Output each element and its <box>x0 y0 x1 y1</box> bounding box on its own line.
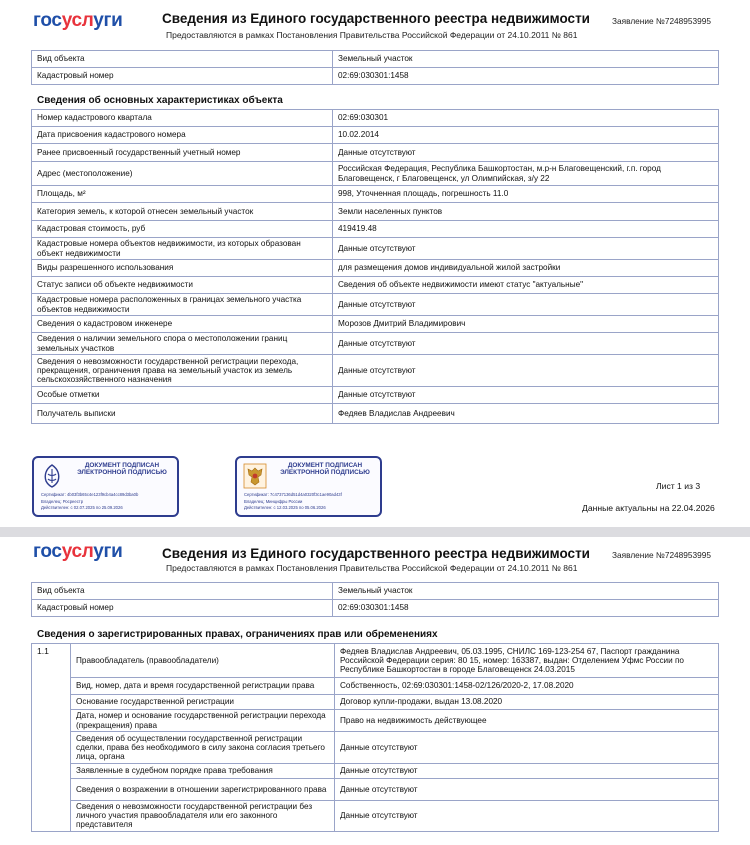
row-label: Кадастровый номер <box>32 600 333 617</box>
table-row <box>32 695 719 710</box>
row-label: Виды разрешенного использования <box>32 260 333 277</box>
row-label: Вид, номер, дата и время государственной регистрации права <box>71 678 335 695</box>
table-row <box>32 732 719 764</box>
row-value: Данные отсутствуют <box>335 801 719 832</box>
stamp-certificate: Сертификат: 4b03f3b65c4e123f9cb4a4cc89d3ba0b <box>41 492 139 497</box>
document-title: Сведения из Единого государственного реестра недвижимости <box>162 546 590 561</box>
table-row <box>32 294 719 316</box>
row-label: Правообладатель (правообладатели) <box>71 644 335 678</box>
stamp-owner: Владелец: Росреестр <box>41 498 84 504</box>
rights-table <box>31 643 719 832</box>
gosuslugi-logo: госуслуги <box>33 541 123 562</box>
table-row <box>32 127 719 144</box>
row-label: Сведения о невозможности государственной регистрации без личного участия правообладателя или его законного представителя <box>71 801 335 832</box>
object-summary-table <box>31 582 719 617</box>
table-row <box>32 710 719 732</box>
row-value: 10.02.2014 <box>333 127 719 144</box>
row-value: Федяев Владислав Андреевич, 05.03.1995, СНИЛС 169-123-254 67, Паспорт гражданина Российской Федерации серия: 80 15, номер: 163387, выдан: Отделением Уфмс России по Республике Башкортостан в городе Благовещенск 24.03.2015 <box>335 644 719 678</box>
table-row <box>32 404 719 424</box>
row-value: Договор купли-продажи, выдан 13.08.2020 <box>335 695 719 710</box>
row-value: Земельный участок <box>333 51 719 68</box>
row-value: Федяев Владислав Андреевич <box>333 404 719 424</box>
table-row <box>32 51 719 68</box>
gosuslugi-logo: госуслуги <box>33 10 123 31</box>
row-label: Заявленные в судебном порядке права требования <box>71 764 335 779</box>
stamp-validity: Действителен: с 12.03.2025 по 05.06.2026 <box>244 505 326 511</box>
row-label: Кадастровые номера расположенных в границах земельного участка объектов недвижимости <box>32 294 333 316</box>
table-row <box>32 316 719 333</box>
table-row <box>32 387 719 404</box>
electronic-signature-stamp <box>32 456 179 517</box>
stamp-validity: Действителен: с 02.07.2025 по 25.09.2026 <box>41 505 123 511</box>
row-value: 998, Уточненная площадь, погрешность 11.0 <box>333 186 719 203</box>
extract-page-2 <box>0 537 750 845</box>
row-value: Данные отсутствуют <box>335 779 719 801</box>
table-row <box>32 238 719 260</box>
row-label: Дата, номер и основание государственной регистрации перехода (прекращения) права <box>71 710 335 732</box>
row-label: Категория земель, к которой отнесен земельный участок <box>32 203 333 221</box>
table-row <box>32 333 719 355</box>
characteristics-table <box>31 109 719 424</box>
document-subtitle: Предоставляются в рамках Постановления Правительства Российской Федерации от 24.10.2011 № 861 <box>166 30 578 40</box>
row-value: Земли населенных пунктов <box>333 203 719 221</box>
row-value: Данные отсутствуют <box>333 333 719 355</box>
table-row <box>32 221 719 238</box>
table-row <box>32 801 719 832</box>
table-row <box>32 260 719 277</box>
row-label: Вид объекта <box>32 51 333 68</box>
row-label: Кадастровый номер <box>32 68 333 85</box>
table-row <box>32 144 719 162</box>
row-label: Сведения о наличии земельного спора о местоположении границ земельных участков <box>32 333 333 355</box>
table-row <box>32 779 719 801</box>
row-value: 02:69:030301:1458 <box>333 600 719 617</box>
row-label: Сведения об осуществлении государственной регистрации сделки, права без необходимого в силу закона согласия третьего лица, органа <box>71 732 335 764</box>
row-value: 02:69:030301:1458 <box>333 68 719 85</box>
document-subtitle: Предоставляются в рамках Постановления Правительства Российской Федерации от 24.10.2011 № 861 <box>166 563 578 573</box>
table-row <box>32 277 719 294</box>
row-label: Статус записи об объекте недвижимости <box>32 277 333 294</box>
page-gap <box>0 527 750 537</box>
request-number: Заявление №7248953995 <box>612 550 711 560</box>
row-value: Право на недвижимость действующее <box>335 710 719 732</box>
row-value: 419419.48 <box>333 221 719 238</box>
item-number: 1.1 <box>32 644 71 832</box>
request-number: Заявление №7248953995 <box>612 16 711 26</box>
table-row <box>32 764 719 779</box>
row-label: Особые отметки <box>32 387 333 404</box>
row-value: Данные отсутствуют <box>333 144 719 162</box>
stamp-title: ДОКУМЕНТ ПОДПИСАН ЭЛЕКТРОННОЙ ПОДПИСЬЮ <box>77 462 167 477</box>
row-label: Сведения о возражении в отношении зарегистрированного права <box>71 779 335 801</box>
table-row <box>32 203 719 221</box>
table-row <box>32 600 719 617</box>
table-row <box>32 162 719 186</box>
row-label: Кадастровая стоимость, руб <box>32 221 333 238</box>
row-label: Сведения о невозможности государственной регистрации перехода, прекращения, ограничения права на земельный участок из земель сельскохозяйственного назначения <box>32 355 333 387</box>
row-label: Номер кадастрового квартала <box>32 110 333 127</box>
sheet-number: Лист 1 из 3 <box>656 481 701 491</box>
row-label: Дата присвоения кадастрового номера <box>32 127 333 144</box>
row-value: для размещения домов индивидуальной жилой застройки <box>333 260 719 277</box>
row-value: Морозов Дмитрий Владимирович <box>333 316 719 333</box>
object-summary-table <box>31 50 719 85</box>
row-label: Вид объекта <box>32 583 333 600</box>
table-row <box>32 644 719 678</box>
stamp-owner: Владелец: Минцифры России <box>244 498 303 504</box>
row-label: Основание государственной регистрации <box>71 695 335 710</box>
row-value: Данные отсутствуют <box>333 355 719 387</box>
row-value: Российская Федерация, Республика Башкортостан, м.р-н Благовещенский, г.п. город Благовещенск, г Благовещенск, ул Олимпийская, з/у 22 <box>333 162 719 186</box>
double-headed-eagle-emblem-icon <box>243 463 267 489</box>
stamp-title: ДОКУМЕНТ ПОДПИСАН ЭЛЕКТРОННОЙ ПОДПИСЬЮ <box>280 462 370 477</box>
section-title-characteristics: Сведения об основных характеристиках объекта <box>37 95 283 106</box>
row-value: Данные отсутствуют <box>333 238 719 260</box>
row-value: Сведения об объекте недвижимости имеют статус "актуальные" <box>333 277 719 294</box>
document-title: Сведения из Единого государственного реестра недвижимости <box>162 11 590 26</box>
stamp-details <box>244 492 378 512</box>
row-value: 02:69:030301 <box>333 110 719 127</box>
section-title-rights: Сведения о зарегистрированных правах, ограничениях прав или обременениях <box>37 629 438 640</box>
row-label: Сведения о кадастровом инженере <box>32 316 333 333</box>
row-value: Собственность, 02:69:030301:1458-02/126/2020-2, 17.08.2020 <box>335 678 719 695</box>
table-row <box>32 68 719 85</box>
row-value: Данные отсутствуют <box>333 294 719 316</box>
row-label: Адрес (местоположение) <box>32 162 333 186</box>
table-row <box>32 678 719 695</box>
row-label: Кадастровые номера объектов недвижимости, из которых образован объект недвижимости <box>32 238 333 260</box>
row-label: Ранее присвоенный государственный учетный номер <box>32 144 333 162</box>
table-row <box>32 583 719 600</box>
table-row <box>32 186 719 203</box>
row-value: Данные отсутствуют <box>335 732 719 764</box>
stamp-details <box>41 492 175 512</box>
electronic-signature-stamp <box>235 456 382 517</box>
data-actual-date: Данные актуальны на 22.04.2026 <box>582 503 715 513</box>
row-value: Земельный участок <box>333 583 719 600</box>
table-row <box>32 110 719 127</box>
rosreestr-emblem-icon <box>40 463 64 489</box>
row-label: Площадь, м² <box>32 186 333 203</box>
row-value: Данные отсутствуют <box>333 387 719 404</box>
row-label: Получатель выписки <box>32 404 333 424</box>
stamp-certificate: Сертификат: 7c4737136d51d4a0320f3c1ae90ad43f <box>244 492 342 497</box>
row-value: Данные отсутствуют <box>335 764 719 779</box>
table-row <box>32 355 719 387</box>
